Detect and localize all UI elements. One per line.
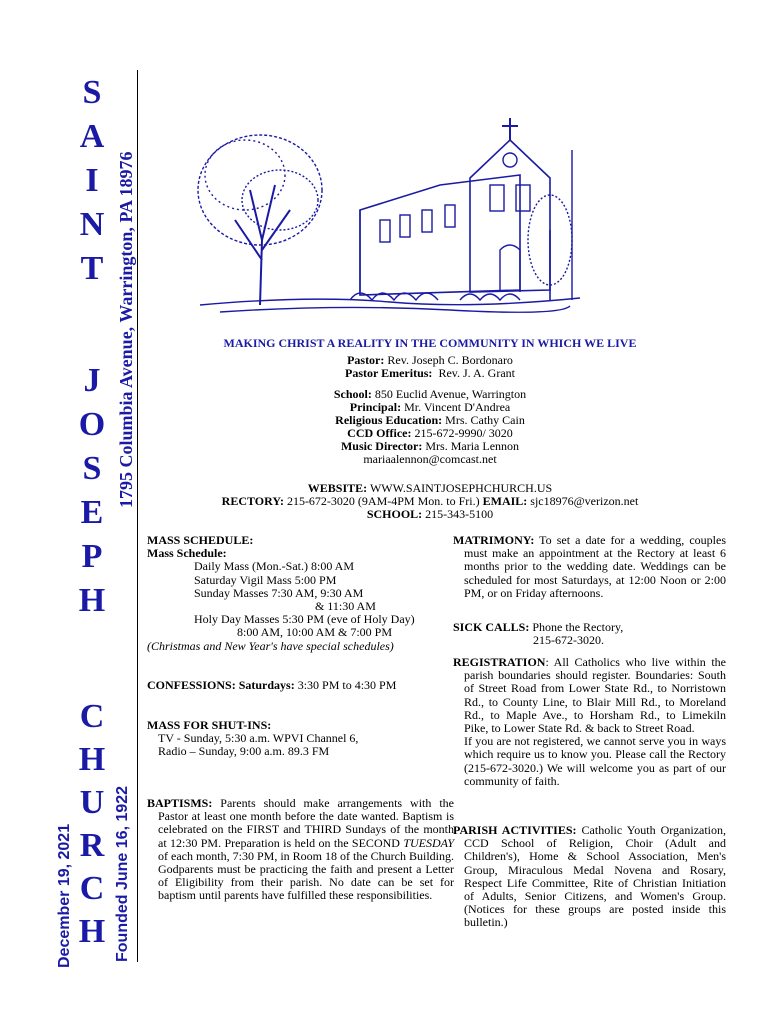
music-email[interactable]: mariaalennon@comcast.net: [363, 452, 497, 466]
church-letter: U: [79, 784, 105, 821]
saint-letter: I: [85, 162, 99, 199]
mass-for-shutins: MASS FOR SHUT-INS: TV - Sunday, 5:30 a.m. WPVI Channel 6, Radio – Sunday, 9:00 a.m. 89.3 FM: [147, 718, 359, 759]
email-link[interactable]: sjc18976@verizon.net: [530, 494, 639, 508]
contact-info: WEBSITE: WWW.SAINTJOSEPHCHURCH.US RECTORY: 215-672-3020 (9AM-4PM Mon. to Fri.) EMAIL: sjc18976@verizon.net SCHOOL: 215-343-5100: [221, 481, 639, 521]
joseph-letter: J: [83, 362, 101, 399]
saint-letter: S: [82, 74, 102, 111]
joseph-letter: O: [78, 406, 106, 443]
saint-letter: A: [79, 118, 105, 155]
church-letter: H: [78, 913, 106, 950]
saint-letter: T: [80, 250, 104, 287]
vertical-address: 1795 Columbia Avenue, Warrington, PA 18976: [116, 151, 136, 508]
parish-activities: PARISH ACTIVITIES: Catholic Youth Organization, CCD School of Religion, Choir (Adult and Children's), Home & School Association, Men's Group, Miraculous Medal Novena and Rosary, Respect Life Committee, Rite of Christian Initiation of Adults, Senior Citizens, and Women's Group. (Notices for these groups are posted inside this bulletin.): [453, 823, 727, 930]
mission-statement: MAKING CHRIST A REALITY IN THE COMMUNITY IN WHICH WE LIVE: [223, 336, 637, 350]
confessions: CONFESSIONS: Saturdays: 3:30 PM to 4:30 PM: [147, 678, 397, 692]
church-letter: H: [78, 741, 106, 778]
vertical-divider: [137, 70, 138, 962]
website-link[interactable]: WWW.SAINTJOSEPHCHURCH.US: [369, 481, 553, 495]
joseph-letter: P: [81, 538, 103, 575]
church-letter: C: [79, 698, 105, 735]
matrimony: MATRIMONY: To set a date for a wedding, couples must make an appointment at the Rectory at least 6 months prior to the wedding date. Weddings can be scheduled for most Saturdays, at 12:00 Noon or 2:00 PM, or on Friday afternoons.: [453, 533, 726, 600]
church-letter: C: [79, 870, 105, 907]
baptisms: BAPTISMS: Parents should make arrangements with the Pastor at least one month before the date wanted. Baptism is celebrated on the FIRST and THIRD Sundays of the month at 12:30 PM. Preparation is held on the SECOND TUESDAY of each month, 7:30 PM, in Room 18 of the Church Building. Godparents must be practicing the faith and present a Letter of Eligibility from their parish. No date can be set for baptism until parents have fulfilled these responsibilities.: [147, 796, 455, 903]
joseph-letter: E: [80, 494, 104, 531]
joseph-letter: H: [78, 582, 106, 619]
sick-calls: SICK CALLS: Phone the Rectory, 215-672-3020.: [453, 620, 624, 648]
mass-schedule: MASS SCHEDULE: Mass Schedule: Daily Mass (Mon.-Sat.) 8:00 AM Saturday Vigil Mass 5:00 PM Sunday Masses 7:30 AM, 9:30 AM & 11:30 AM Holy Day Masses 5:30 PM (eve of Holy Day) 8:00 AM, 10:00 AM & 7:00 PM (Christmas and New Year's have special schedules): [147, 533, 415, 653]
church-letter: R: [79, 827, 105, 864]
vertical-founded: Founded June 16, 1922: [114, 785, 131, 962]
staff-directory: Pastor: Rev. Joseph C. Bordonaro Pastor Emeritus: Rev. J. A. Grant School: 850 Euclid Avenue, Warrington Principal: Mr. Vincent D'Andrea Religious Education: Mrs. Cathy Cain CCD Office: 215-672-9990/ 3020 Music Director: Mrs. Maria Lennon mariaalennon@comcast.net: [150, 354, 710, 466]
registration: REGISTRATION: All Catholics who live within the parish boundaries should register. Boundaries: South of Street Road from Lower State Rd., to Norristown Rd., to County Line, to Blair Mill Rd., to Moreland Rd., to Maple Ave., to Horsham Rd., to Limekiln Pike, to Lower State Rd. & back to Street Road. If you are not registered, we cannot serve you in ways which require us to know you. Please call the Rectory (215-672-3020.) We will welcome you as part of our community of faith.: [453, 655, 726, 788]
joseph-letter: S: [82, 450, 102, 487]
saint-letter: N: [79, 206, 105, 243]
church-illustration: [190, 90, 590, 330]
vertical-date: December 19, 2021: [56, 823, 73, 968]
